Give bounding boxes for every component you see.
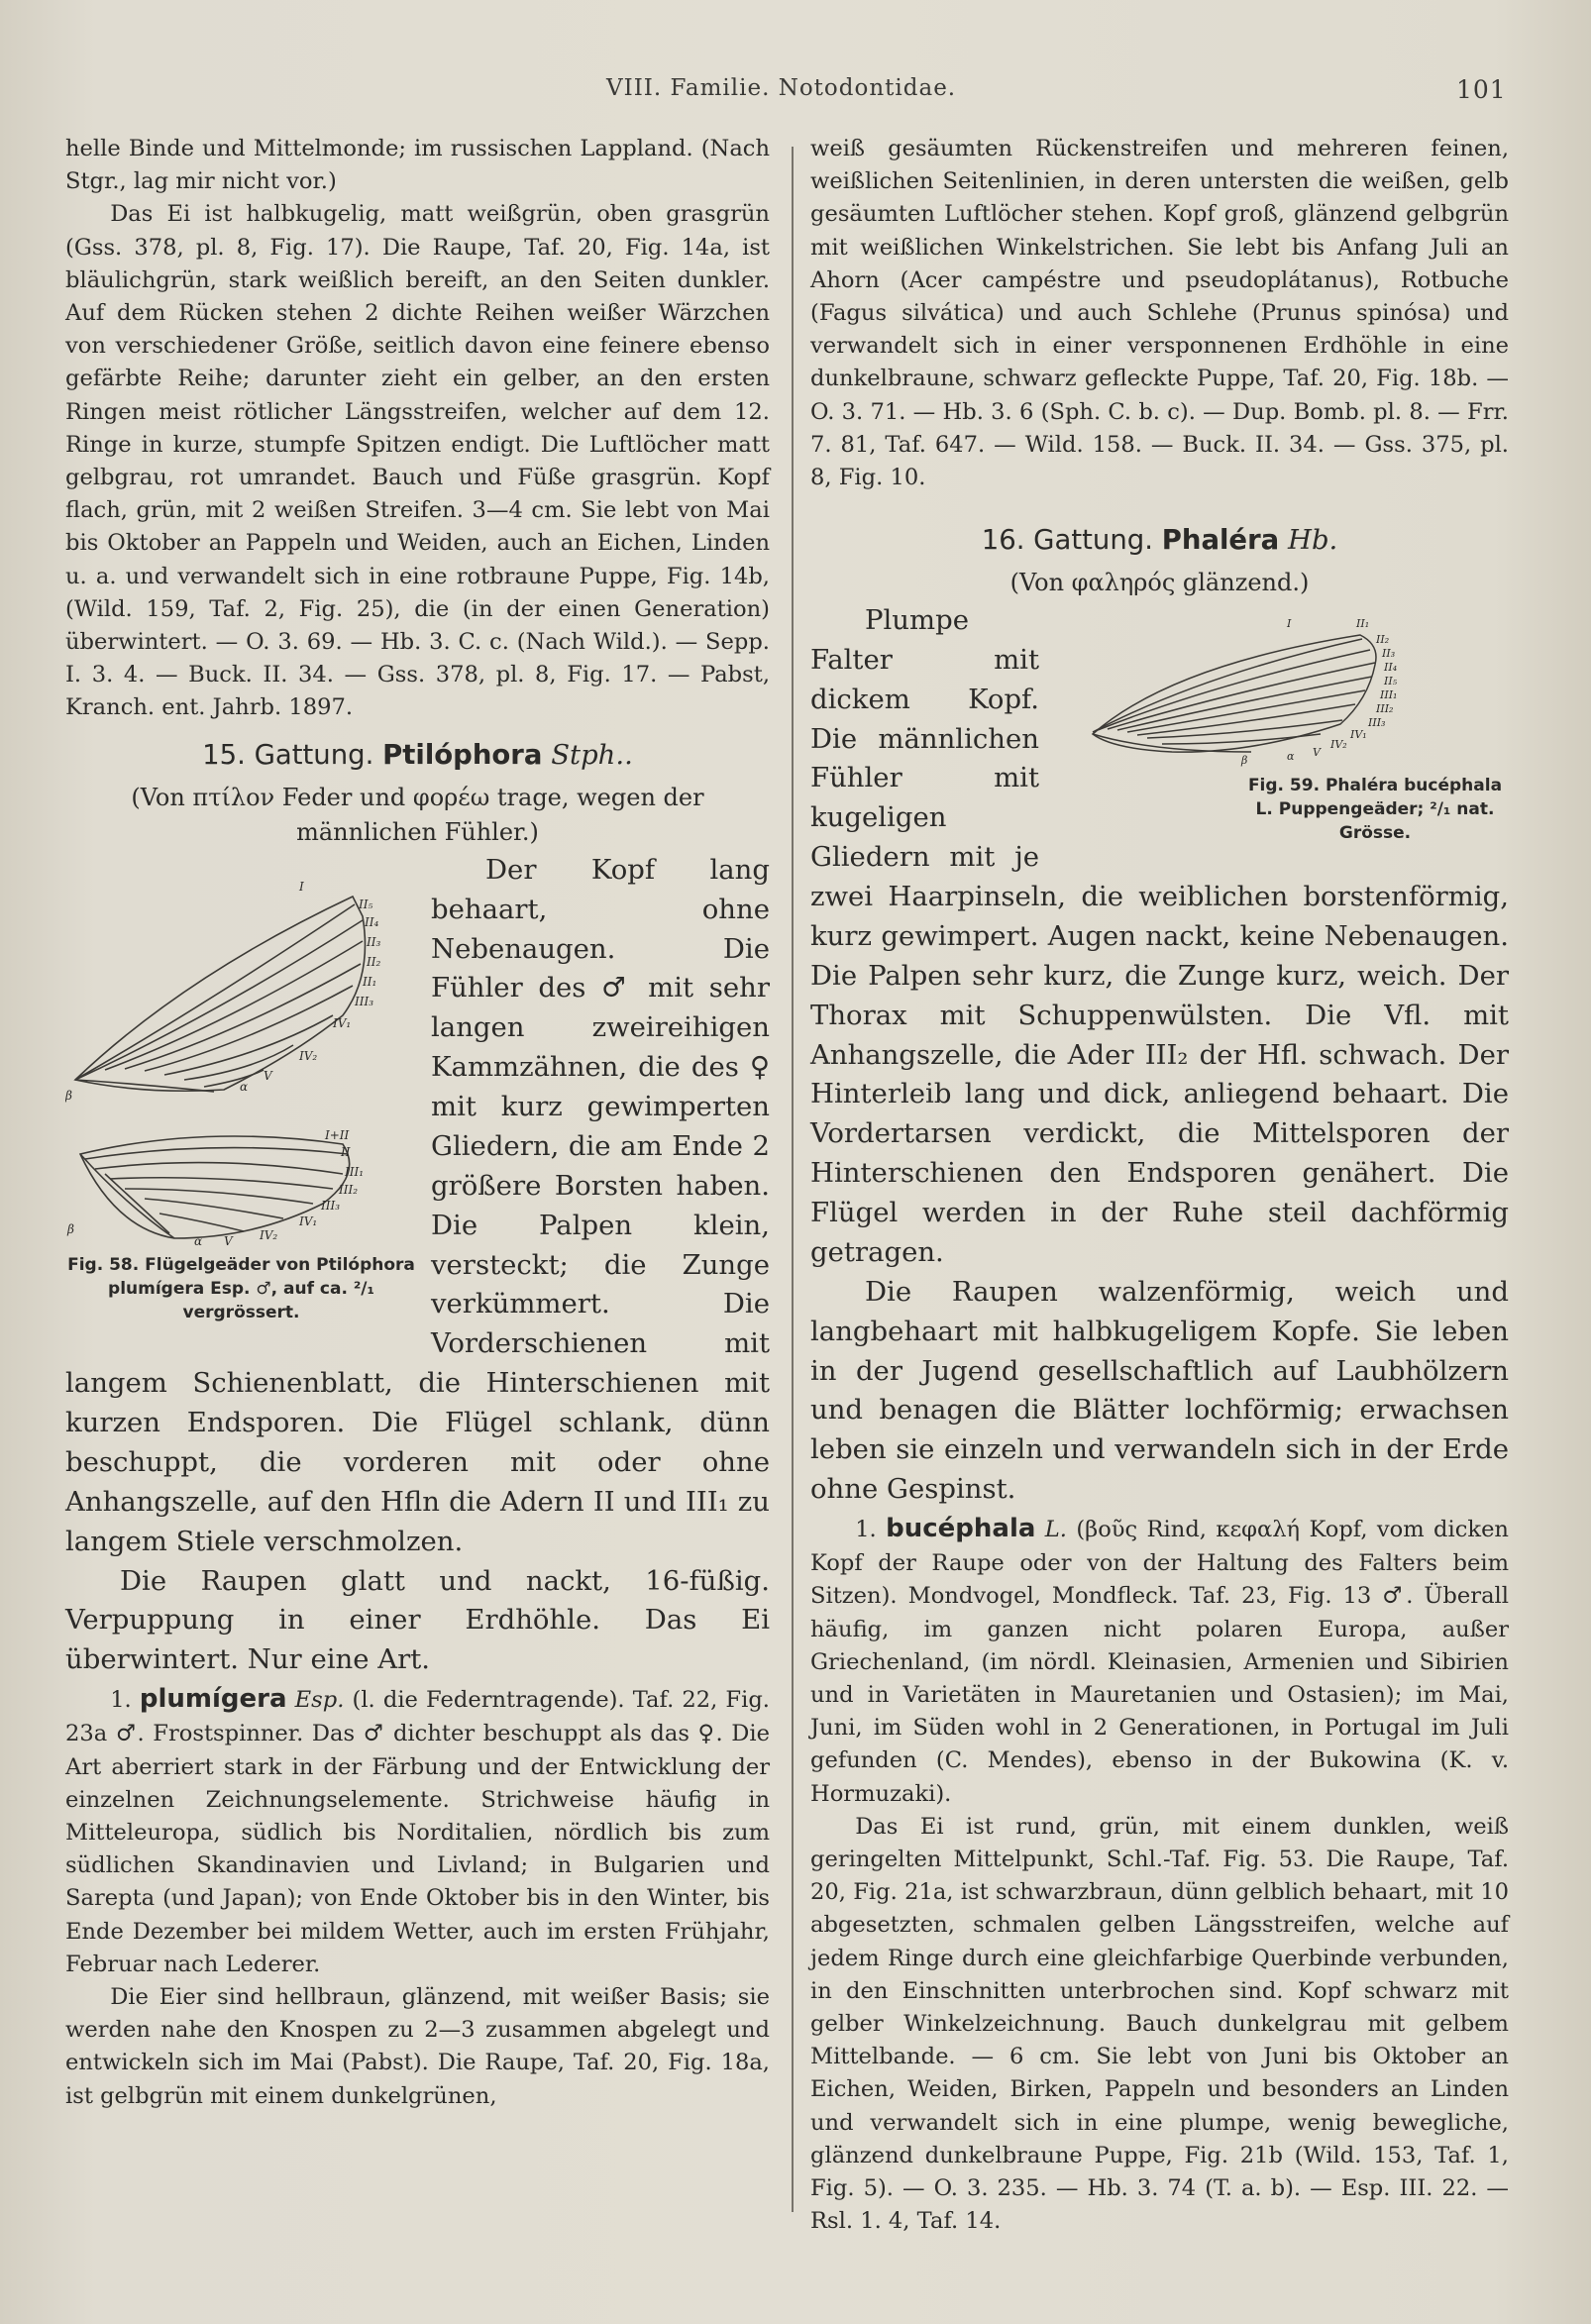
paragraph: Plumpe Falter mit dickem Kopf. Die männlichen Fühler mit kugeligen Gliedern mit je zwei Haarpinseln, die weiblichen borstenförmig, kurz gewimpert. Augen nackt, keine Nebenaugen. Die Palpen sehr kurz, die Zunge kurz, weich. Der Thorax mit Schuppenwülsten. Die Vfl. mit Anhangszelle, die Ader III₂ der Hfl. schwach. Der Hinterleib lang und dick, anliegend behaart. Die Vordertarsen verdickt, die Mittelsporen der Hinterschienen den Endsporen genähert. Die Flügel werden in der Ruhe steil dachförmig getragen. bbox=[810, 603, 1509, 1268]
species-entry bbox=[810, 1510, 1509, 1811]
figure-59-caption: Fig. 59. Phaléra bucéphala L. Puppengeäder; ²/₁ nat. Grösse. bbox=[1247, 775, 1503, 844]
species-author: L. bbox=[1044, 1517, 1067, 1543]
genus-author: Stph.. bbox=[551, 738, 633, 771]
vein-label: IV₁ bbox=[333, 1015, 352, 1030]
forewing-hindwing-venation-diagram bbox=[65, 857, 417, 1248]
page-number: 101 bbox=[1456, 75, 1507, 104]
left-column bbox=[65, 133, 770, 2113]
genus-name: Phaléra bbox=[1161, 524, 1280, 557]
vein-label: α bbox=[1287, 749, 1295, 763]
paragraph: Das Ei ist halbkugelig, matt weißgrün, oben grasgrün (Gss. 378, pl. 8, Fig. 17). Die Raupe, Taf. 20, Fig. 14a, ist bläulichgrün, stark weißlich bereift, an den Seiten dunkler. Auf dem Rücken stehen 2 dichte Reihen weißer Wärzchen von verschiedener Größe, seitlich davon eine feinere ebenso gefärbte Reihe; darunter zieht ein gelber, an den ersten Ringen meist rötlicher Längsstreifen, welcher auf dem 12. Ringe in kurze, stumpfe Spitzen endigt. Die Luftlöcher matt gelbgrau, rot umrandet. Bauch und Füße grasgrün. Kopf flach, grün, mit 2 weißen Streifen. 3—4 cm. Sie lebt von Mai bis Oktober an Pappeln und Weiden, auch an Eichen, Linden u. a. und verwandelt sich in eine rotbraune Puppe, Fig. 14b, (Wild. 159, Taf. 2, Fig. 25), die (in der einen Generation) überwintert. — O. 3. 69. — Hb. 3. C. c. (Nach Wild.). — Sepp. I. 3. 4. — Buck. II. 34. — Gss. 378, pl. 8, Fig. 17. — Pabst, Kranch. ent. Jahrb. 1897. bbox=[65, 201, 770, 721]
vein-label: II₂ bbox=[1376, 632, 1390, 646]
vein-label: IV₁ bbox=[299, 1214, 318, 1228]
vein-label: III₃ bbox=[1368, 715, 1386, 729]
vein-label: III₃ bbox=[321, 1198, 341, 1213]
genus-number: 16. Gattung. bbox=[981, 524, 1153, 557]
paragraph: helle Binde und Mittelmonde; im russischen Lappland. (Nach Stgr., lag mir nicht vor.) bbox=[65, 136, 770, 195]
vein-label: V bbox=[224, 1233, 233, 1248]
vein-label: II₂ bbox=[367, 954, 381, 969]
etymology: (Von φαληρός glänzend.) bbox=[1009, 569, 1310, 597]
vein-label: β bbox=[1241, 753, 1248, 767]
species-description: (βοῦς Rind, κεφαλή Kopf, vom dicken Kopf der Raupe oder von der Haltung des Falters beim Sitzen). Mondvogel, Mondfleck. Taf. 23, Fig. 13 ♂. Überall häufig, im ganzen nicht polaren Europa, außer Griechenland, (im nördl. Kleinasien, Armenien und Sibirien und in Varietäten in Mauretanien und Ostasien); im Mai, Juni, im Süden wohl in 2 Generationen, in Portugal im Juli gefunden (C. Mendes), ebenso in der Bukowina (K. v. Hormuzaki). bbox=[810, 1517, 1509, 1807]
vein-label: I bbox=[1287, 616, 1292, 630]
vein-label: III₂ bbox=[339, 1182, 359, 1197]
vein-label: II₁ bbox=[363, 974, 377, 989]
species-number: 1. bbox=[110, 1687, 132, 1714]
vein-label: IV₁ bbox=[1350, 727, 1367, 741]
paragraph: Die Eier sind hellbraun, glänzend, mit weißer Basis; sie werden nahe den Knospen zu 2—3 zusammen abgelegt und entwickeln sich im Mai (Pabst). Die Raupe, Taf. 20, Fig. 18a, ist gelbgrün mit einem dunkelgrünen, bbox=[65, 1984, 770, 2109]
right-column bbox=[810, 133, 1509, 2239]
paragraph: Die Raupen glatt und nackt, 16-füßig. Verpuppung in einer Erdhöhle. Das Ei überwintert. Nur eine Art. bbox=[65, 1564, 770, 1676]
figure-58-caption: Fig. 58. Flügelgeäder von Ptilóphora plumígera Esp. ♂, auf ca. ²/₁ vergrössert. bbox=[67, 1254, 415, 1323]
vein-label: III₃ bbox=[355, 994, 374, 1008]
genus-heading bbox=[65, 735, 770, 775]
column-divider bbox=[792, 147, 794, 2212]
genus-author: Hb. bbox=[1287, 524, 1338, 557]
paragraph: weiß gesäumten Rückenstreifen und mehreren feinen, weißlichen Seitenlinien, in deren untersten die weißen, gelb gesäumten Luftlöcher stehen. Kopf groß, glänzend gelbgrün mit weißlichen Winkelstrichen. Sie lebt bis Anfang Juli an Ahorn (Acer campéstre und pseudoplátanus), Rotbuche (Fagus silvática) und auch Schlehe (Prunus spinósa) und verwandelt sich in einer versponnenen Erdhöhle in eine dunkelbraune, schwarz gefleckte Puppe, Taf. 20, Fig. 18b. — O. 3. 71. — Hb. 3. 6 (Sph. C. b. c). — Dup. Bomb. pl. 8. — Frr. 7. 81, Taf. 647. — Wild. 158. — Buck. II. 34. — Gss. 375, pl. 8, Fig. 10. bbox=[810, 136, 1509, 491]
vein-label: II₃ bbox=[1382, 646, 1396, 660]
vein-label: II₅ bbox=[1384, 674, 1398, 687]
species-description: (l. die Federntragende). Taf. 22, Fig. 23a ♂. Frostspinner. Das ♂ dichter beschuppt als das ♀. Die Art aberriert stark in der Färbung und der Entwicklung der einzelnen Zeichnungselemente. Strichweise häufig in Mitteleuropa, südlich bis Norditalien, nördlich bis zum südlichen Skandinavien und Livland; in Bulgarien und Sarepta (und Japan); von Ende Oktober bis in den Winter, bis Ende Dezember bei mildem Wetter, auch im ersten Frühjahr, Februar nach Lederer. bbox=[65, 1687, 770, 1977]
species-name: plumígera bbox=[139, 1684, 287, 1715]
vein-label: V bbox=[264, 1068, 272, 1083]
vein-label: β bbox=[65, 1088, 72, 1103]
vein-label: α bbox=[240, 1079, 249, 1094]
vein-label: III₁ bbox=[345, 1164, 365, 1179]
genus-name: Ptilóphora bbox=[382, 738, 543, 771]
figure-59 bbox=[1053, 605, 1509, 853]
species-name: bucéphala bbox=[886, 1514, 1036, 1544]
etymology: (Von πτίλον Feder und φορέω trage, wegen der männlichen Fühler.) bbox=[131, 783, 704, 847]
vein-label: II₁ bbox=[1356, 616, 1370, 630]
genus-number: 15. Gattung. bbox=[202, 738, 374, 771]
paragraph: Der Kopf lang behaart, ohne Nebenaugen. Die Fühler des ♂ mit sehr langen zweireihigen Kammzähnen, die des ♀ mit kurz gewimperten Gliedern, die am Ende 2 größere Borsten haben. Die Palpen klein, versteckt; die Zunge verkümmert. Die Vorderschienen mit langem Schienenblatt, die Hinterschienen mit kurzen Endsporen. Die Flügel schlank, dünn beschuppt, die vorderen mit oder ohne Anhangszelle, auf den Hfln die Adern II und III₁ zu langem Stiele verschmolzen. bbox=[65, 853, 770, 1557]
vein-label: V bbox=[1313, 745, 1321, 759]
species-author: Esp. bbox=[294, 1687, 345, 1714]
pupal-venation-diagram bbox=[1053, 605, 1509, 769]
vein-label: III₂ bbox=[1376, 701, 1394, 715]
vein-label: α bbox=[194, 1233, 203, 1248]
vein-label: III₁ bbox=[1380, 687, 1398, 701]
vein-label: II₅ bbox=[359, 897, 373, 911]
vein-label: β bbox=[67, 1221, 74, 1236]
running-header: VIII. Familie. Notodontidae. bbox=[606, 75, 957, 101]
genus-heading bbox=[810, 520, 1509, 560]
vein-label: II₃ bbox=[367, 934, 381, 949]
vein-label: I bbox=[299, 879, 304, 894]
vein-label: I+II bbox=[325, 1127, 350, 1142]
species-number: 1. bbox=[855, 1517, 877, 1543]
paragraph: Die Raupen walzenförmig, weich und langbehaart mit halbkugeligem Kopfe. Sie leben in der Jugend gesellschaftlich auf Laubhölzern und benagen die Blätter lochförmig; erwachsen leben sie einzeln und verwandeln sich in der Erde ohne Gespinst. bbox=[810, 1275, 1509, 1506]
species-entry bbox=[65, 1680, 770, 1981]
vein-label: II bbox=[341, 1144, 351, 1159]
vein-label: IV₂ bbox=[299, 1048, 318, 1063]
vein-label: II₄ bbox=[365, 914, 379, 929]
vein-label: IV₂ bbox=[1330, 737, 1347, 751]
vein-label: IV₂ bbox=[260, 1227, 278, 1242]
figure-58 bbox=[65, 857, 417, 1342]
vein-label: II₄ bbox=[1384, 660, 1398, 674]
paragraph: Das Ei ist rund, grün, mit einem dunklen, weiß geringelten Mittelpunkt, Schl.-Taf. Fig. 53. Die Raupe, Taf. 20, Fig. 21a, ist schwarzbraun, dünn gelblich behaart, mit 10 abgesetzten, schmalen gelben Längsstreifen, welche auf jedem Ringe durch eine gleichfarbige Querbinde verbunden, in den Einschnitten unterbrochen sind. Kopf schwarz mit gelber Winkelzeichnung. Bauch dunkelgrau mit gelbem Mittelbande. — 6 cm. Sie lebt von Juni bis Oktober an Eichen, Weiden, Birken, Pappeln und besonders an Linden und verwandelt sich in eine plumpe, wenig bewegliche, glänzend dunkelbraune Puppe, Fig. 21b (Wild. 153, Taf. 1, Fig. 5). — O. 3. 235. — Hb. 3. 74 (T. a. b). — Esp. III. 22. — Rsl. 1. 4, Taf. 14. bbox=[810, 1813, 1509, 2235]
